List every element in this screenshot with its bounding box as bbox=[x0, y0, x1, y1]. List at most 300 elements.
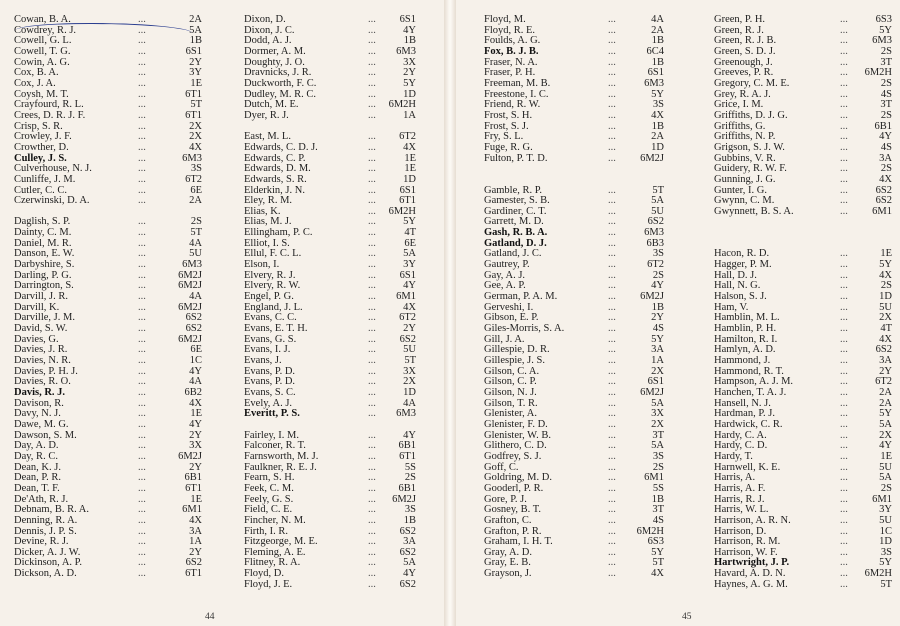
directory-entry bbox=[714, 111, 892, 122]
entry-code: 5T bbox=[880, 578, 892, 590]
entry-name: Gwynn, C. M. bbox=[714, 195, 775, 207]
entry-name: Cowell, G. L. bbox=[14, 35, 72, 47]
entry-name: Culverhouse, N. J. bbox=[14, 163, 92, 175]
leader-dots: ... bbox=[368, 163, 376, 175]
directory-entry bbox=[14, 143, 202, 154]
entry-name: Havard, A. D. N. bbox=[714, 568, 786, 580]
leader-dots: ... bbox=[840, 472, 848, 484]
entry-name: Hammond, R. T. bbox=[714, 365, 784, 377]
left-page bbox=[0, 0, 444, 626]
entry-code: 6M3 bbox=[872, 35, 892, 47]
entry-name: Everitt, P. S. bbox=[244, 408, 300, 420]
directory-entry bbox=[244, 516, 416, 527]
entry-code: 6B1 bbox=[184, 472, 202, 484]
entry-name: Dutch, M. E. bbox=[244, 99, 299, 111]
leader-dots: ... bbox=[840, 141, 848, 153]
leader-dots: ... bbox=[840, 578, 848, 590]
entry-code: 1E bbox=[404, 163, 416, 175]
leader-dots: ... bbox=[608, 386, 616, 398]
leader-dots: ... bbox=[138, 546, 146, 558]
entry-name: Day, R. C. bbox=[14, 450, 58, 462]
entry-name: Denning, R. A. bbox=[14, 514, 78, 526]
entry-name: Crowther, D. bbox=[14, 141, 69, 153]
leader-dots: ... bbox=[368, 514, 376, 526]
entry-name: Fry, S. L. bbox=[484, 131, 524, 143]
entry-code: 6E bbox=[190, 344, 202, 356]
entry-name: Dormer, A. M. bbox=[244, 45, 306, 57]
directory-entry bbox=[714, 516, 892, 527]
leader-dots: ... bbox=[608, 67, 616, 79]
leader-dots: ... bbox=[608, 323, 616, 335]
leader-dots: ... bbox=[138, 472, 146, 484]
leader-dots: ... bbox=[368, 269, 376, 281]
entry-name: Foulds, A. G. bbox=[484, 35, 541, 47]
entry-code: 3T bbox=[652, 429, 664, 441]
entry-name: Evans, E. T. H. bbox=[244, 323, 308, 335]
entry-name: Grey, R. A. J. bbox=[714, 88, 771, 100]
entry-code: 2Y bbox=[189, 429, 202, 441]
entry-code: 4Y bbox=[403, 24, 416, 36]
entry-code: 2Y bbox=[189, 461, 202, 473]
leader-dots: ... bbox=[840, 536, 848, 548]
entry-code: 1B bbox=[651, 35, 664, 47]
leader-dots: ... bbox=[840, 14, 848, 25]
entry-code: 2A bbox=[189, 14, 202, 25]
entry-name: Dainty, C. M. bbox=[14, 227, 72, 239]
entry-name: Dixon, J. C. bbox=[244, 24, 295, 36]
entry-code: 6S2 bbox=[875, 344, 892, 356]
entry-code: 6B1 bbox=[398, 440, 416, 452]
entry-name: Crowley, J. F. bbox=[14, 131, 72, 143]
entry-name: Feek, C. M. bbox=[244, 482, 294, 494]
entry-name: Freeman, M. B. bbox=[484, 77, 551, 89]
entry-name: Cox, B. A. bbox=[14, 67, 59, 79]
entry-name: England, J. L. bbox=[244, 301, 303, 313]
entry-code: 6S2 bbox=[185, 312, 202, 324]
entry-name: Gore, P. J. bbox=[484, 493, 527, 505]
entry-code: 5A bbox=[651, 195, 664, 207]
entry-name: Evans, P. D. bbox=[244, 365, 296, 377]
leader-dots: ... bbox=[368, 461, 376, 473]
entry-code: 4X bbox=[651, 109, 664, 121]
entry-code: 6T1 bbox=[185, 109, 202, 121]
entry-name: Falconer, R. T. bbox=[244, 440, 306, 452]
entry-code: 3A bbox=[651, 344, 664, 356]
entry-code: 6B2 bbox=[184, 386, 202, 398]
entry-code: 4X bbox=[189, 514, 202, 526]
entry-code: 6E bbox=[190, 184, 202, 196]
entry-name: Elliot, I. S. bbox=[244, 237, 290, 249]
leader-dots: ... bbox=[138, 216, 146, 228]
entry-code: 4Y bbox=[879, 440, 892, 452]
entry-code: 6M1 bbox=[396, 291, 416, 303]
leader-dots: ... bbox=[608, 312, 616, 324]
leader-dots: ... bbox=[368, 205, 376, 217]
entry-name: Hammond, J. bbox=[714, 355, 771, 366]
entry-code: 4X bbox=[189, 141, 202, 153]
leader-dots: ... bbox=[608, 99, 616, 111]
leader-dots: ... bbox=[608, 216, 616, 228]
entry-name: Green, P. H. bbox=[714, 14, 766, 25]
entry-code: 4Y bbox=[189, 418, 202, 430]
directory-entry bbox=[14, 79, 202, 90]
leader-dots: ... bbox=[608, 514, 616, 526]
entry-code: 6C4 bbox=[646, 45, 664, 57]
entry-name: Czerwinski, D. A. bbox=[14, 195, 90, 207]
entry-name: Harris, A. F. bbox=[714, 482, 766, 494]
entry-code: 5A bbox=[403, 248, 416, 260]
entry-code: 6B1 bbox=[398, 482, 416, 494]
leader-dots: ... bbox=[368, 35, 376, 47]
leader-dots: ... bbox=[138, 195, 146, 207]
page-number-left: 44 bbox=[205, 612, 215, 622]
leader-dots: ... bbox=[138, 450, 146, 462]
leader-dots: ... bbox=[840, 461, 848, 473]
entry-code: 1D bbox=[879, 291, 892, 303]
entry-code: 5Y bbox=[403, 216, 416, 228]
entry-name: Doughty, J. O. bbox=[244, 56, 305, 68]
entry-code: 6M1 bbox=[872, 205, 892, 217]
entry-name: Elvery, R. J. bbox=[244, 269, 296, 281]
leader-dots: ... bbox=[138, 344, 146, 356]
entry-code: 5A bbox=[651, 440, 664, 452]
directory-entry bbox=[484, 484, 664, 495]
entry-code: 3Y bbox=[403, 259, 416, 271]
entry-name: Frost, S. H. bbox=[484, 109, 533, 121]
page-number-right: 45 bbox=[682, 612, 692, 622]
entry-name: Davis, R. J. bbox=[14, 386, 66, 398]
entry-code: 2Y bbox=[651, 312, 664, 324]
entry-name: Dicker, A. J. W. bbox=[14, 546, 81, 558]
entry-code: 3X bbox=[189, 440, 202, 452]
entry-name: Gregory, C. M. E. bbox=[714, 77, 790, 89]
entry-code: 1C bbox=[189, 355, 202, 366]
entry-code: 3Y bbox=[879, 504, 892, 516]
entry-code: 1C bbox=[879, 525, 892, 537]
entry-name: Harris, A. bbox=[714, 472, 756, 484]
entry-code: 5A bbox=[189, 24, 202, 36]
entry-name: Dixon, D. bbox=[244, 14, 286, 25]
leader-dots: ... bbox=[368, 184, 376, 196]
leader-dots: ... bbox=[368, 56, 376, 68]
entry-name: Graham, I. H. T. bbox=[484, 536, 553, 548]
leader-dots: ... bbox=[608, 568, 616, 580]
entry-code: 3T bbox=[880, 56, 892, 68]
entry-code: 6S1 bbox=[399, 14, 416, 25]
leader-dots: ... bbox=[138, 493, 146, 505]
leader-dots: ... bbox=[608, 24, 616, 36]
entry-name: Evans, I. J. bbox=[244, 344, 291, 356]
entry-name: Giles-Morris, S. A. bbox=[484, 323, 565, 335]
leader-dots: ... bbox=[138, 429, 146, 441]
leader-dots: ... bbox=[138, 248, 146, 260]
entry-name: Ham, V. bbox=[714, 301, 749, 313]
leader-dots: ... bbox=[138, 557, 146, 569]
entry-code: 2A bbox=[879, 397, 892, 409]
leader-dots: ... bbox=[368, 99, 376, 111]
leader-dots: ... bbox=[138, 109, 146, 121]
leader-dots: ... bbox=[138, 525, 146, 537]
directory-entry bbox=[484, 452, 664, 463]
entry-code: 1E bbox=[190, 77, 202, 89]
directory-entry bbox=[484, 420, 664, 431]
entry-code: 6S2 bbox=[399, 546, 416, 558]
entry-name: Eley, R. M. bbox=[244, 195, 293, 207]
entry-name: Greenough, J. bbox=[714, 56, 773, 68]
leader-dots: ... bbox=[840, 291, 848, 303]
entry-name: Faulkner, R. E. J. bbox=[244, 461, 317, 473]
entry-code: 3S bbox=[190, 163, 202, 175]
entry-name: Dickinson, A. P. bbox=[14, 557, 82, 569]
entry-name: Hall, D. J. bbox=[714, 269, 757, 281]
entry-name: Fearn, S. H. bbox=[244, 472, 295, 484]
entry-name: Hamlyn, A. D. bbox=[714, 344, 776, 356]
entry-name: Day, A. D. bbox=[14, 440, 59, 452]
leader-dots: ... bbox=[368, 291, 376, 303]
leader-dots: ... bbox=[608, 525, 616, 537]
entry-code: 1A bbox=[651, 355, 664, 366]
leader-dots: ... bbox=[368, 472, 376, 484]
leader-dots: ... bbox=[138, 77, 146, 89]
entry-name: Edwards, D. M. bbox=[244, 163, 311, 175]
leader-dots: ... bbox=[840, 109, 848, 121]
entry-name: Flitney, R. A. bbox=[244, 557, 301, 569]
entry-code: 5T bbox=[652, 184, 664, 196]
leader-dots: ... bbox=[138, 301, 146, 313]
entry-code: 6M3 bbox=[396, 408, 416, 420]
directory-entry bbox=[14, 175, 202, 186]
leader-dots: ... bbox=[368, 568, 376, 580]
entry-name: Gee, A. P. bbox=[484, 280, 526, 292]
entry-name: Grafton, C. bbox=[484, 514, 532, 526]
entry-name: Gibson, E. P. bbox=[484, 312, 539, 324]
entry-name: Hacon, R. D. bbox=[714, 248, 770, 260]
entry-code: 4X bbox=[879, 269, 892, 281]
entry-code: 6M2H bbox=[636, 525, 664, 537]
entry-name: Grice, I. M. bbox=[714, 99, 764, 111]
entry-code: 6S1 bbox=[399, 184, 416, 196]
leader-dots: ... bbox=[368, 173, 376, 185]
leader-dots: ... bbox=[368, 248, 376, 260]
leader-dots: ... bbox=[608, 77, 616, 89]
entry-code: 6T1 bbox=[399, 450, 416, 462]
leader-dots: ... bbox=[608, 259, 616, 271]
leader-dots: ... bbox=[608, 280, 616, 292]
entry-code: 4S bbox=[652, 323, 664, 335]
leader-dots: ... bbox=[840, 525, 848, 537]
directory-entry bbox=[714, 207, 892, 218]
leader-dots: ... bbox=[138, 24, 146, 36]
entry-code: 6T2 bbox=[647, 259, 664, 271]
leader-dots: ... bbox=[138, 227, 146, 239]
entry-code: 6T2 bbox=[399, 131, 416, 143]
leader-dots: ... bbox=[840, 195, 848, 207]
leader-dots: ... bbox=[840, 99, 848, 111]
entry-name: Gunter, I. G. bbox=[714, 184, 767, 196]
leader-dots: ... bbox=[138, 280, 146, 292]
entry-code: 4T bbox=[404, 227, 416, 239]
entry-name: Gooderl, P. R. bbox=[484, 482, 544, 494]
leader-dots: ... bbox=[608, 88, 616, 100]
entry-code: 6S2 bbox=[185, 557, 202, 569]
entry-name: Gubbins, V. R. bbox=[714, 152, 776, 164]
leader-dots: ... bbox=[138, 163, 146, 175]
entry-code: 2S bbox=[652, 269, 664, 281]
directory-entry bbox=[14, 111, 202, 122]
entry-code: 2X bbox=[189, 120, 202, 132]
leader-dots: ... bbox=[608, 152, 616, 164]
entry-code: 5Y bbox=[651, 546, 664, 558]
leader-dots: ... bbox=[138, 184, 146, 196]
entry-code: 2A bbox=[651, 131, 664, 143]
entry-code: 6S2 bbox=[399, 525, 416, 537]
leader-dots: ... bbox=[138, 333, 146, 345]
leader-dots: ... bbox=[138, 173, 146, 185]
entry-code: 4A bbox=[651, 14, 664, 25]
entry-name: Gilson, N. J. bbox=[484, 386, 537, 398]
entry-name: Edwards, C. D. J. bbox=[244, 141, 318, 153]
leader-dots: ... bbox=[608, 227, 616, 239]
entry-name: Darbyshire, S. bbox=[14, 259, 75, 271]
entry-code: 6T1 bbox=[399, 195, 416, 207]
leader-dots: ... bbox=[138, 440, 146, 452]
entry-name: Hanchen, T. A. J. bbox=[714, 386, 787, 398]
leader-dots: ... bbox=[608, 35, 616, 47]
leader-dots: ... bbox=[608, 536, 616, 548]
directory-entry bbox=[484, 516, 664, 527]
entry-code: 4Y bbox=[403, 429, 416, 441]
entry-code: 6T1 bbox=[185, 482, 202, 494]
directory-entry bbox=[714, 175, 892, 186]
entry-code: 5T bbox=[404, 355, 416, 366]
entry-code: 4S bbox=[880, 88, 892, 100]
leader-dots: ... bbox=[840, 557, 848, 569]
leader-dots: ... bbox=[608, 344, 616, 356]
directory-entry bbox=[484, 143, 664, 154]
directory-entry bbox=[714, 452, 892, 463]
directory-entry bbox=[244, 580, 416, 591]
entry-code: 3T bbox=[880, 99, 892, 111]
entry-name: Gilson, C. A. bbox=[484, 365, 540, 377]
leader-dots: ... bbox=[368, 280, 376, 292]
entry-code: 3X bbox=[403, 365, 416, 377]
entry-name: Hamblin, M. L. bbox=[714, 312, 780, 324]
entry-name: Green, R. J. B. bbox=[714, 35, 777, 47]
entry-code: 3S bbox=[404, 504, 416, 516]
entry-code: 6S1 bbox=[647, 67, 664, 79]
leader-dots: ... bbox=[840, 131, 848, 143]
entry-code: 1A bbox=[403, 109, 416, 121]
entry-name: Hagger, P. M. bbox=[714, 259, 772, 271]
entry-name: Fincher, N. M. bbox=[244, 514, 306, 526]
entry-name: Grafton, P. R. bbox=[484, 525, 542, 537]
entry-name: Crayfourd, R. L. bbox=[14, 99, 84, 111]
directory-entry bbox=[244, 484, 416, 495]
entry-name: Harris, R. J. bbox=[714, 493, 765, 505]
entry-name: Davy, N. J. bbox=[14, 408, 61, 420]
entry-name: Glenister, W. B. bbox=[484, 429, 551, 441]
leader-dots: ... bbox=[608, 195, 616, 207]
entry-code: 4Y bbox=[403, 280, 416, 292]
leader-dots: ... bbox=[138, 269, 146, 281]
entry-code: 3A bbox=[189, 525, 202, 537]
leader-dots: ... bbox=[368, 397, 376, 409]
entry-code: 5U bbox=[403, 344, 416, 356]
leader-dots: ... bbox=[840, 301, 848, 313]
leader-dots: ... bbox=[840, 333, 848, 345]
leader-dots: ... bbox=[368, 237, 376, 249]
leader-dots: ... bbox=[138, 397, 146, 409]
entry-name: Green, S. D. J. bbox=[714, 45, 776, 57]
entry-code: 6M2J bbox=[178, 280, 202, 292]
leader-dots: ... bbox=[138, 35, 146, 47]
leader-dots: ... bbox=[608, 301, 616, 313]
entry-code: 2A bbox=[189, 195, 202, 207]
entry-code: 2A bbox=[651, 24, 664, 36]
entry-name: Davies, J. R. bbox=[14, 344, 68, 356]
entry-name: Fraser, P. H. bbox=[484, 67, 536, 79]
entry-code: 2X bbox=[879, 312, 892, 324]
entry-code: 6M2H bbox=[864, 568, 892, 580]
leader-dots: ... bbox=[840, 568, 848, 580]
entry-code: 4S bbox=[880, 141, 892, 153]
entry-name: East, M. L. bbox=[244, 131, 291, 143]
leader-dots: ... bbox=[138, 418, 146, 430]
entry-name: Goldring, M. D. bbox=[484, 472, 552, 484]
leader-dots: ... bbox=[608, 120, 616, 132]
entry-code: 4X bbox=[403, 301, 416, 313]
entry-code: 2X bbox=[403, 376, 416, 388]
entry-code: 6M2H bbox=[864, 67, 892, 79]
directory-entry bbox=[14, 516, 202, 527]
directory-entry bbox=[14, 420, 202, 431]
entry-name: Elvery, R. W. bbox=[244, 280, 301, 292]
directory-entry bbox=[484, 79, 664, 90]
leader-dots: ... bbox=[368, 386, 376, 398]
entry-code: 6M2J bbox=[640, 291, 664, 303]
entry-name: Crisp, S. R. bbox=[14, 120, 63, 132]
directory-entry bbox=[14, 452, 202, 463]
leader-dots: ... bbox=[840, 67, 848, 79]
leader-dots: ... bbox=[608, 365, 616, 377]
entry-code: 2X bbox=[651, 418, 664, 430]
entry-code: 2X bbox=[879, 429, 892, 441]
leader-dots: ... bbox=[840, 514, 848, 526]
leader-dots: ... bbox=[368, 14, 376, 25]
entry-code: 6M2J bbox=[178, 333, 202, 345]
entry-code: 5S bbox=[404, 461, 416, 473]
entry-name: Floyd, R. E. bbox=[484, 24, 536, 36]
directory-entry bbox=[714, 79, 892, 90]
leader-dots: ... bbox=[608, 269, 616, 281]
leader-dots: ... bbox=[840, 323, 848, 335]
entry-name: Devine, R. J. bbox=[14, 536, 69, 548]
entry-code: 1B bbox=[403, 514, 416, 526]
entry-code: 6M2J bbox=[178, 269, 202, 281]
entry-name: Gardiner, C. T. bbox=[484, 205, 547, 217]
entry-name: Harrison, W. F. bbox=[714, 546, 778, 558]
entry-name: Floyd, M. bbox=[484, 14, 526, 25]
entry-code: 5Y bbox=[879, 259, 892, 271]
entry-name: Friend, R. W. bbox=[484, 99, 541, 111]
entry-code: 3A bbox=[879, 355, 892, 366]
entry-spacer bbox=[484, 175, 664, 186]
leader-dots: ... bbox=[608, 376, 616, 388]
entry-name: Floyd, D. bbox=[244, 568, 284, 580]
entry-code: 1B bbox=[651, 56, 664, 68]
entry-code: 6S2 bbox=[875, 184, 892, 196]
entry-name: Debnam, B. R. A. bbox=[14, 504, 89, 516]
